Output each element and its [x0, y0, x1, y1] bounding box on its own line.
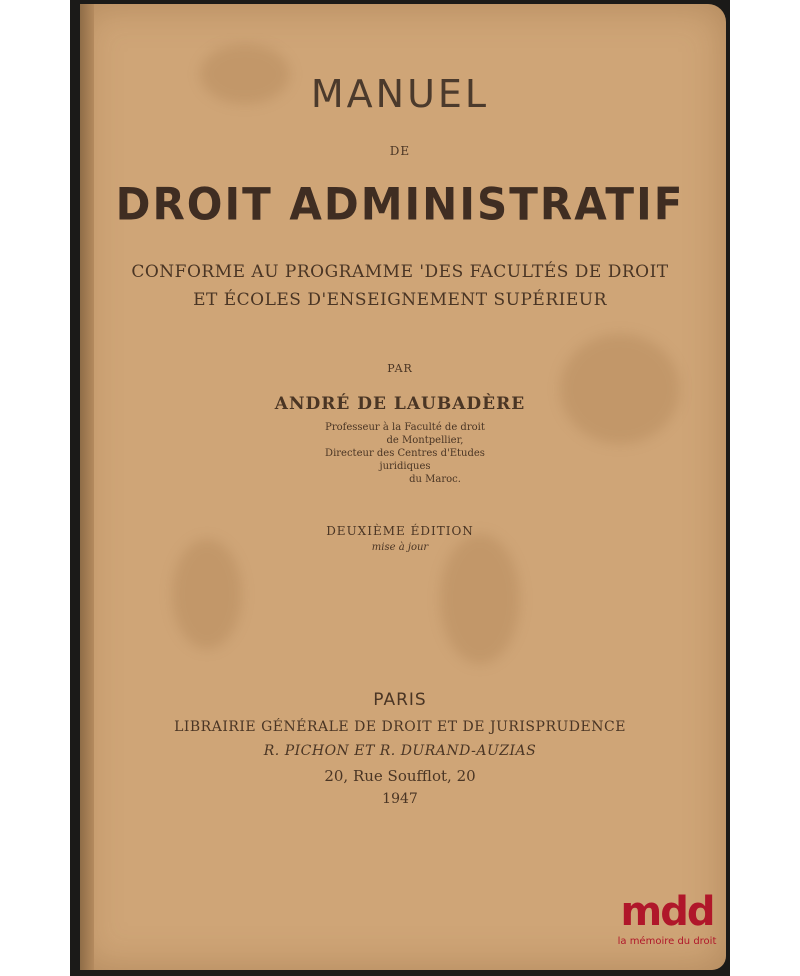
publisher-name: LIBRAIRIE GÉNÉRALE DE DROIT ET DE JURISPRUDENCE [174, 719, 626, 735]
publisher-owners: R. PICHON ET R. DURAND-AUZIAS [263, 743, 537, 759]
affiliation-line: Directeur des Centres d'Etudes juridiques [325, 448, 485, 472]
edition-note: mise à jour [371, 542, 429, 553]
paper-stain [560, 334, 680, 444]
publication-year: 1947 [382, 791, 418, 807]
paper-stain [172, 539, 242, 649]
author-name: ANDRÉ DE LAUBADÈRE [274, 394, 526, 414]
publisher-address: 20, Rue Soufflot, 20 [324, 767, 476, 785]
affiliation-line: Professeur à la Faculté de droit [325, 422, 485, 433]
title-de: DE [389, 144, 411, 158]
by-label: PAR [387, 362, 413, 375]
mdd-watermark-logo [612, 889, 722, 962]
affiliation-line: de Montpellier, [386, 435, 464, 446]
mdd-logo-tagline: la mémoire du droit [617, 936, 717, 947]
author-affiliation [310, 421, 500, 486]
paper-stain [440, 534, 520, 664]
title-manuel: MANUEL [310, 72, 490, 116]
publisher-city: PARIS [373, 690, 427, 710]
affiliation-line: du Maroc. [409, 474, 461, 485]
mdd-logo-mark: mdd [620, 889, 714, 935]
edition-label: DEUXIÈME ÉDITION [326, 524, 474, 538]
title-droit-administratif: DROIT ADMINISTRATIF [115, 178, 685, 231]
subtitle-line-1: CONFORME AU PROGRAMME 'DES FACULTÉS DE DROIT [131, 262, 669, 282]
subtitle-line-2: ET ÉCOLES D'ENSEIGNEMENT SUPÉRIEUR [193, 290, 607, 310]
